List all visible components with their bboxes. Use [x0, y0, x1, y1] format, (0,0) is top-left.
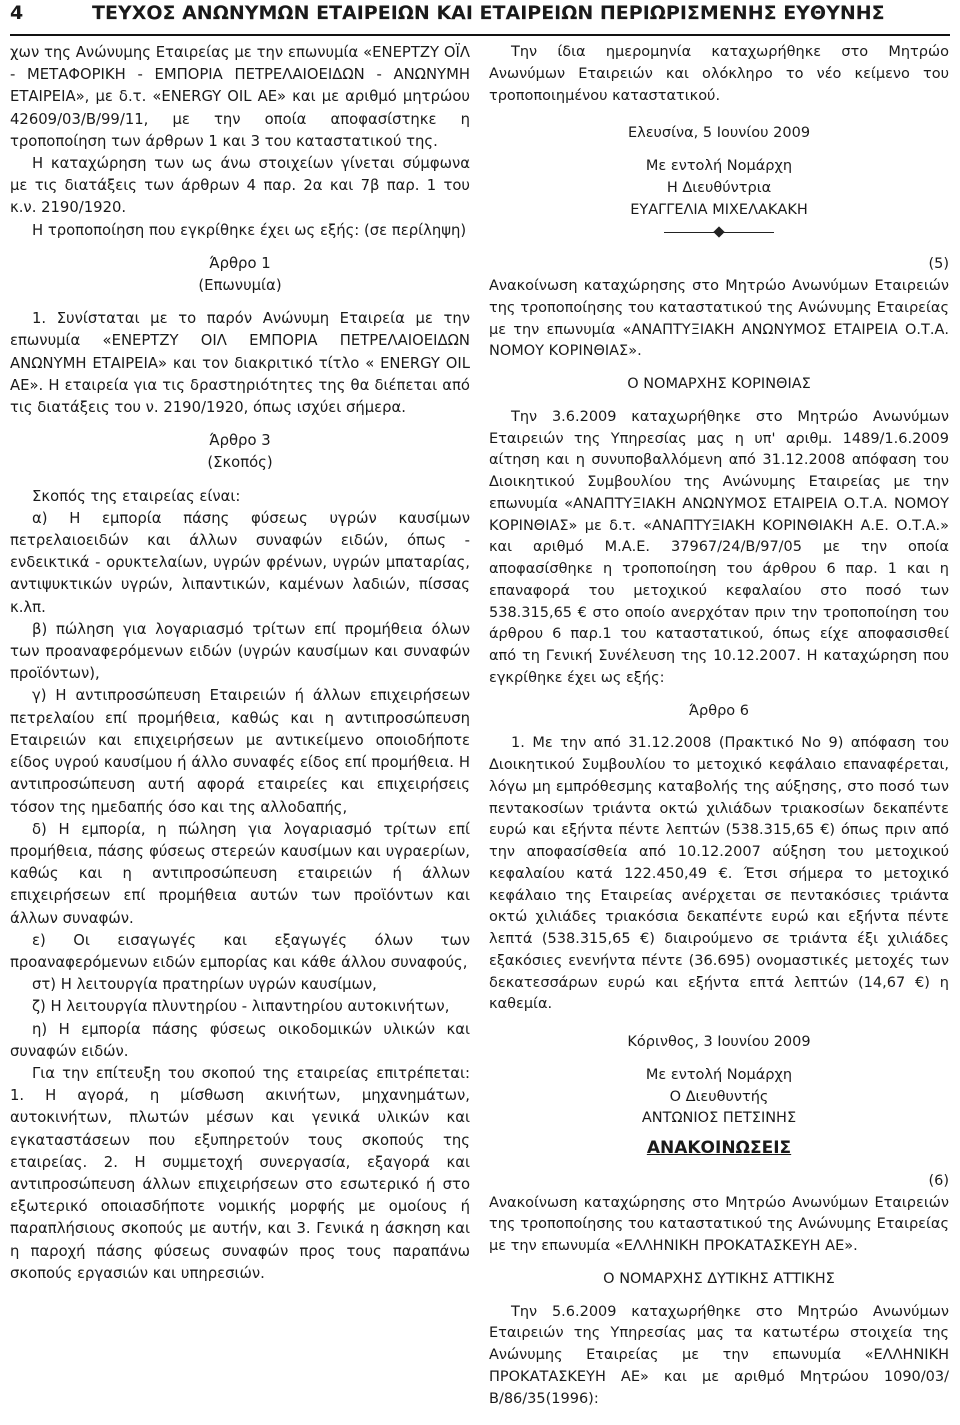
- article-title: Άρθρο 3: [209, 432, 271, 450]
- paragraph: 1. Με την από 31.12.2008 (Πρακτικό Νο 9) απόφαση του Διοικητικού Συμβουλίου το μετοχικό κεφάλαιο επαναφέρεται, λόγω μη εμπρόθεσμης καταβολής της αύξησης, στο ποσό των πεντακοσίων τριάντα οκτώ χιλιάδων τριακοσίων δεκαπέντε ευρώ και εξήντα πέντε λεπτών (538.315,65 €) όπως πριν από την αποφασίσθεία από 10.12.2007 αύξηση του μετοχικού κεφαλαίου κατά 122.450,49 €. Έτσι σήμερα το μετοχικό κεφάλαιο της Εταιρείας ανέρχεται σε πεντακόσιες τριάντα οκτώ χιλιάδες τριακόσια δεκαπέντε ευρώ και εξήντα πέντε λεπτά (538.315,65 €) διαιρούμενο σε τριάντα έξι χιλιάδες εξακόσιες ενενήντα πέντε (36.695) ονομαστικές μετοχές των δεκατεσσάρων ευρώ και εξήντα επτά λεπτών (14,67 €) η καθεμία.: [489, 735, 949, 1013]
- running-title: ΤΕΥΧΟΣ ΑΝΩΝΥΜΩΝ ΕΤΑΙΡΕΙΩΝ ΚΑΙ ΕΤΑΙΡΕΙΩΝ ΠΕΡΙΩΡΙΣΜΕΝΗΣ ΕΥΘΥΝΗΣ: [92, 2, 885, 24]
- page-number: 4: [10, 2, 24, 24]
- authority-title: Ο ΝΟΜΑΡΧΗΣ ΚΟΡΙΝΘΙΑΣ: [627, 376, 811, 392]
- announcement-title: Ανακοίνωση καταχώρησης στο Μητρώο Ανωνύμων Εταιρειών της τροποποίησης του καταστατικού της Ανώνυμης Εταιρείας με την επωνυμία «ΑΝΑΠΤΥΞΙΑΚΗ ΑΝΩΝΥΜΟΣ ΕΤΑΙΡΕΙΑ Ο.Τ.Α. ΝΟΜΟΥ ΚΟΡΙΝΘΙΑΣ».: [489, 278, 949, 360]
- article-subtitle: (Σκοπός): [207, 454, 273, 472]
- right-column: [489, 42, 949, 1410]
- paragraph: 1. Συνίσταται με το παρόν Ανώνυμη Εταιρεία με την επωνυμία «ΕΝΕΡΤΖΥ ΟΙΛ ΕΜΠΟΡΙΑ ΠΕΤΡΕΛΑΙΟΕΙΔΩΝ ΑΝΩΝΥΜΗ ΕΤΑΙΡΕΙΑ» και τον διακριτικό τίτλο « ENERGY OIL AE». Η εταιρεία για τις δραστηριότητες της θα διέπεται από τις διατάξεις του ν. 2190/1920, όπως ισχύει σήμερα.: [10, 310, 470, 417]
- paragraph: Η καταχώρηση των ως άνω στοιχείων γίνεται σύμφωνα με τις διατάξεις των άρθρων 4 παρ. 2α και 7β παρ. 1 του κ.ν. 2190/1920.: [10, 155, 470, 217]
- separator-diamond-icon: [664, 221, 774, 243]
- paragraph: στ) Η λειτουργία πρατηρίων υγρών καυσίμων,: [32, 976, 377, 994]
- authority-title: Ο ΝΟΜΑΡΧΗΣ ΔΥΤΙΚΗΣ ΑΤΤΙΚΗΣ: [603, 1270, 835, 1287]
- signature-place-date: Κόρινθος, 3 Ιουνίου 2009: [627, 1034, 811, 1050]
- paragraph: Η τροποποίηση που εγκρίθηκε έχει ως εξής: (σε περίληψη): [32, 221, 467, 239]
- paragraph: β) πώληση για λογαριασμό τρίτων επί προμήθεια όλων των προαναφερόμενων ειδών (υγρών καυσίμων και συναφών προϊόντων),: [10, 620, 470, 683]
- signature-line: Η Διευθύντρια: [666, 179, 772, 196]
- paragraph: γ) Η αντιπροσώπευση Εταιρειών ή άλλων επιχειρήσεων πετρελαίου επί προμήθεια, καθώς και η αντιπροσώπευση Εταιρειών και επιχειρήσεων με αντικείμενο οποιοδήποτε είδος υγρού καυσίμου ή άλλο συναφές είδος επί προμήθεια. Η αντιπροσώπευση αυτή αφορά εταιρείες και επιχειρήσεις τόσον της ημεδαπής όσο και της αλλοδαπής,: [10, 687, 470, 816]
- paragraph: Σκοπός της εταιρείας είναι:: [32, 487, 241, 505]
- paragraph: χων της Ανώνυμης Εταιρείας με την επωνυμία «ΕΝΕΡΤΖΥ ΟΪΛ - ΜΕΤΑΦΟΡΙΚΗ - ΕΜΠΟΡΙΑ ΠΕΤΡΕΛΑΙΟΕΙΔΩΝ - ΑΝΩΝΥΜΗ ΕΤΑΙΡΕΙΑ», με δ.τ. «ENERGY OIL AE» και με αριθμό μητρώου 42609/03/Β/99/11, με την οποία αποφασίστηκε η τροποποίηση των άρθρων 1 και 3 του καταστατικού της.: [10, 44, 470, 150]
- section-separator: [489, 221, 949, 243]
- signature-name: ΑΝΤΩΝΙΟΣ ΠΕΤΣΙΝΗΣ: [641, 1110, 797, 1127]
- paragraph: ε) Οι εισαγωγές και εξαγωγές όλων των προαναφερόμενων ειδών εμπορίας και κάθε άλλου συναφούς,: [10, 931, 470, 971]
- paragraph: α) Η εμπορία πάσης φύσεως υγρών καυσίμων πετρελαιοειδών και άλλων συναφών ειδών, όπως - ενδεικτικά - ορυκτελαίων, υγρών φρένων, υγρών μπαταρίας, αντιψυκτικών υγρών, λιπαντικών, καμένων λαδιών, πίσσας κ.λπ.: [10, 509, 470, 616]
- article-title: Άρθρο 6: [688, 702, 750, 719]
- section-heading: ΑΝΑΚΟΙΝΩΣΕΙΣ: [646, 1138, 792, 1158]
- left-column: [10, 42, 470, 1285]
- signature-line: Με εντολή Νομάρχη: [645, 158, 793, 174]
- signature-name: ΕΥΑΓΓΕΛΙΑ ΜΙΧΕΛΑΚΑΚΗ: [630, 201, 808, 218]
- signature-place-date: Ελευσίνα, 5 Ιουνίου 2009: [627, 125, 811, 142]
- paragraph: ζ) Η λειτουργία πλυντηρίου - λιπαντηρίου αυτοκινήτων,: [32, 998, 450, 1016]
- announcement-title: Ανακοίνωση καταχώρησης στο Μητρώο Ανωνύμων Εταιρειών της τροποποίησης του καταστατικού της Ανώνυμης Εταιρείας με την επωνυμία «ΕΛΛΗΝΙΚΗ ΠΡΟΚΑΤΑΣΚΕΥΗ ΑΕ».: [489, 1194, 949, 1254]
- paragraph: Την 5.6.2009 καταχωρήθηκε στο Μητρώο Ανωνύμων Εταιρειών της Υπηρεσίας μας τα κατωτέρω στοιχεία της Ανώνυμης Εταιρείας με την επωνυμία «ΕΛΛΗΝΙΚΗ ΠΡΟΚΑΤΑΣΚΕΥΗ ΑΕ» και με αριθμό Μητρώου 1090/03/Β/86/35(1996):: [489, 1303, 949, 1407]
- article-title: Άρθρο 1: [209, 254, 271, 272]
- paragraph: δ) Η εμπορία, η πώληση για λογαριασμό τρίτων επί προμήθεια, πάσης φύσεως στερεών καυσίμων και υγραερίων, καθώς και η αντιπροσώπευση εταιρειών ή άλλων επιχειρήσεων επί προμήθεια αυτών των προϊόντων και άλλων συναφών.: [10, 820, 470, 927]
- signature-line: Με εντολή Νομάρχη: [645, 1066, 793, 1083]
- paragraph: Για την επίτευξη του σκοπού της εταιρείας επιτρέπεται: 1. Η αγορά, η μίσθωση ακινήτων, μηχανημάτων, αυτοκινήτων, πλωτών μέσων και γενικά υλικών και εγκαταστάσεων που εξυπηρετούν τους σκοπούς της εταιρείας. 2. Η συμμετοχή συνεργασία, εξαγορά και αντιπροσώπευση άλλων επιχειρήσεων στο εσωτερικό ή στο εξωτερικό οποιασδήποτε νομικής μορφής με ομοίους ή παραπλήσιους σκοπούς με αυτήν, και 3. Γενικά η άσκηση και η παροχή πάσης φύσεως συναφών προς τους παραπάνω σκοπούς εργασιών και υπηρεσιών.: [10, 1064, 470, 1282]
- signature-line: Ο Διευθυντής: [669, 1088, 769, 1105]
- paragraph: Την 3.6.2009 καταχωρήθηκε στο Μητρώο Ανωνύμων Εταιρειών της Υπηρεσίας μας η υπ' αριθμ. 1489/1.6.2009 αίτηση και η συνυποβαλλόμενη από 31.12.2008 απόφαση του Διοικητικού Συμβουλίου της Ανώνυμης Εταιρείας με την επωνυμία «ΑΝΑΠΤΥΞΙΑΚΗ ΑΝΩΝΥΜΟΣ ΕΤΑΙΡΕΙΑ Ο.Τ.Α. ΝΟΜΟΥ ΚΟΡΙΝΘΙΑΣ» με δ.τ. «ΑΝΑΠΤΥΞΙΑΚΗ ΚΟΡΙΝΘΙΑΚΗ Α.Ε. Ο.Τ.Α.» και αριθμό Μ.Α.Ε. 37967/24/Β/97/05 με την οποία αποφασίσθηκε η τροποποίηση του άρθρου 6 παρ. 1 και η επαναφορά του μετοχικού κεφαλαίου στο ποσό των 538.315,65 € στο οποίο ανερχόταν πριν την τροποποίηση του άρθρου 6 παρ.1 του καταστατικού, όπως είχε αποφασισθεί από τη Γενική Συνέλευση της 10.12.2007. Η καταχώρηση που εγκρίθηκε έχει ως εξής:: [489, 408, 949, 686]
- page-header: [10, 0, 950, 36]
- announcement-number: (6): [928, 1172, 949, 1189]
- paragraph: Την ίδια ημερομηνία καταχωρήθηκε στο Μητρώο Ανωνύμων Εταιρειών και ολόκληρο το νέο κείμενο του τροποποιημένου καταστατικού.: [489, 44, 949, 104]
- paragraph: η) Η εμπορία πάσης φύσεως οικοδομικών υλικών και συναφών ειδών.: [10, 1020, 470, 1060]
- article-subtitle: (Επωνυμία): [198, 277, 282, 295]
- announcement-number: (5): [928, 256, 949, 273]
